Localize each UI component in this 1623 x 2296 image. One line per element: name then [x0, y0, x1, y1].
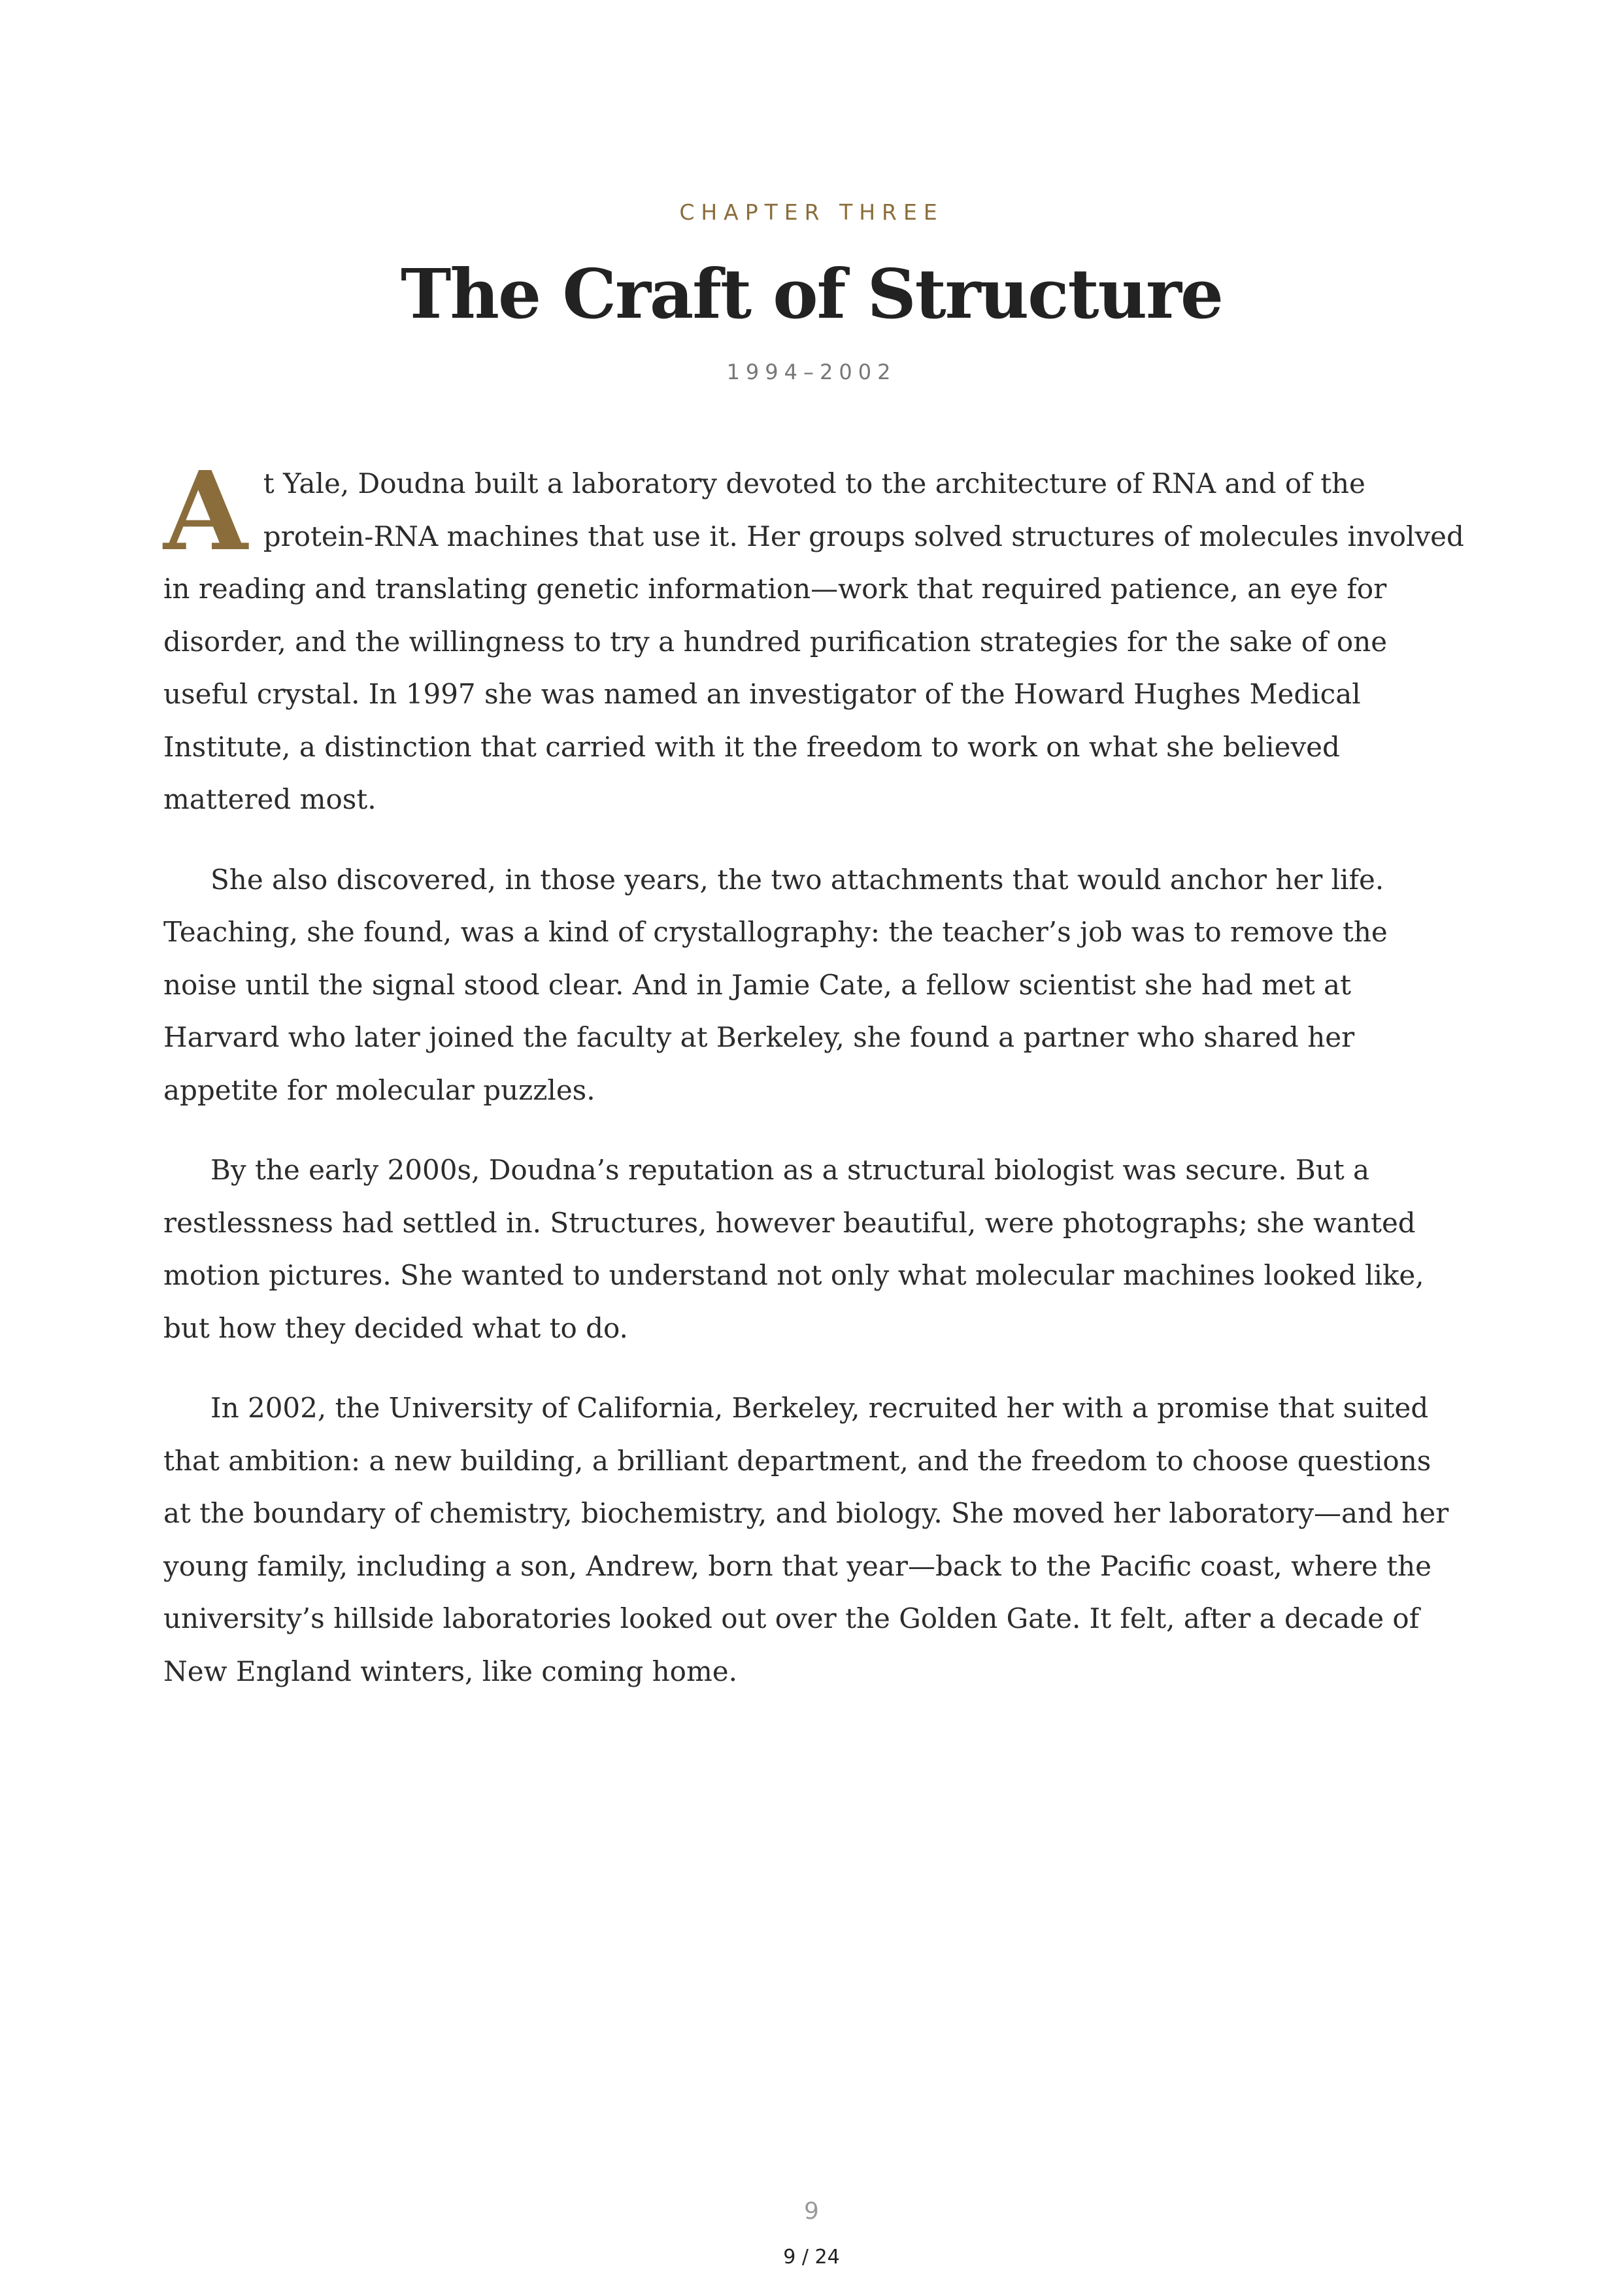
- paragraph-1: [163, 448, 1464, 826]
- chapter-body: [163, 448, 1464, 1725]
- drop-cap: A: [163, 448, 248, 575]
- page-indicator: 9 / 24: [783, 2246, 840, 2269]
- paragraph-2: She also discovered, in those years, the two attachments that would anchor her life. Teaching, she found, was a kind of crystallography: the teacher’s job was to remove the noise until the signal stood clear. And in Jamie Cate, a fellow scientist she had met at Harvard who later joined the faculty at Berkeley, she found a partner who shared her appetite for molecular puzzles.: [163, 863, 1388, 1106]
- page-number: 9: [804, 2198, 819, 2225]
- paragraph-4: In 2002, the University of California, Berkeley, recruited her with a promise that suited that ambition: a new building, a brilliant department, and the freedom to choose questions at the boundary of chemistry, biochemistry, and biology. She moved her laboratory—and her young family, including a son, Andrew, born that year—back to the Pacific coast, where the university’s hillside laboratories looked out over the Golden Gate. It felt, after a decade of New England winters, like coming home.: [163, 1392, 1449, 1687]
- paragraph-1-text: t Yale, Doudna built a laboratory devoted to the architecture of RNA and of the protein-RNA machines that use it. Her groups solved structures of molecules involved in reading and translating genetic information—work that required patience, an eye for disorder, and the willingness to try a hundred purification strategies for the sake of one useful crystal. In 1997 she was named an investigator of the Howard Hughes Medical Institute, a distinction that carried with it the freedom to work on what she believed mattered most.: [163, 467, 1464, 815]
- chapter-dates: 1994–2002: [726, 360, 897, 384]
- paragraph-3: By the early 2000s, Doudna’s reputation as a structural biologist was secure. But a restlessness had settled in. Structures, however beautiful, were photographs; she wanted motion pictures. She wanted to understand not only what molecular machines looked like, but how they decided what to do.: [163, 1154, 1424, 1344]
- chapter-label: CHAPTER THREE: [679, 199, 944, 225]
- chapter-title: The Craft of Structure: [400, 254, 1223, 334]
